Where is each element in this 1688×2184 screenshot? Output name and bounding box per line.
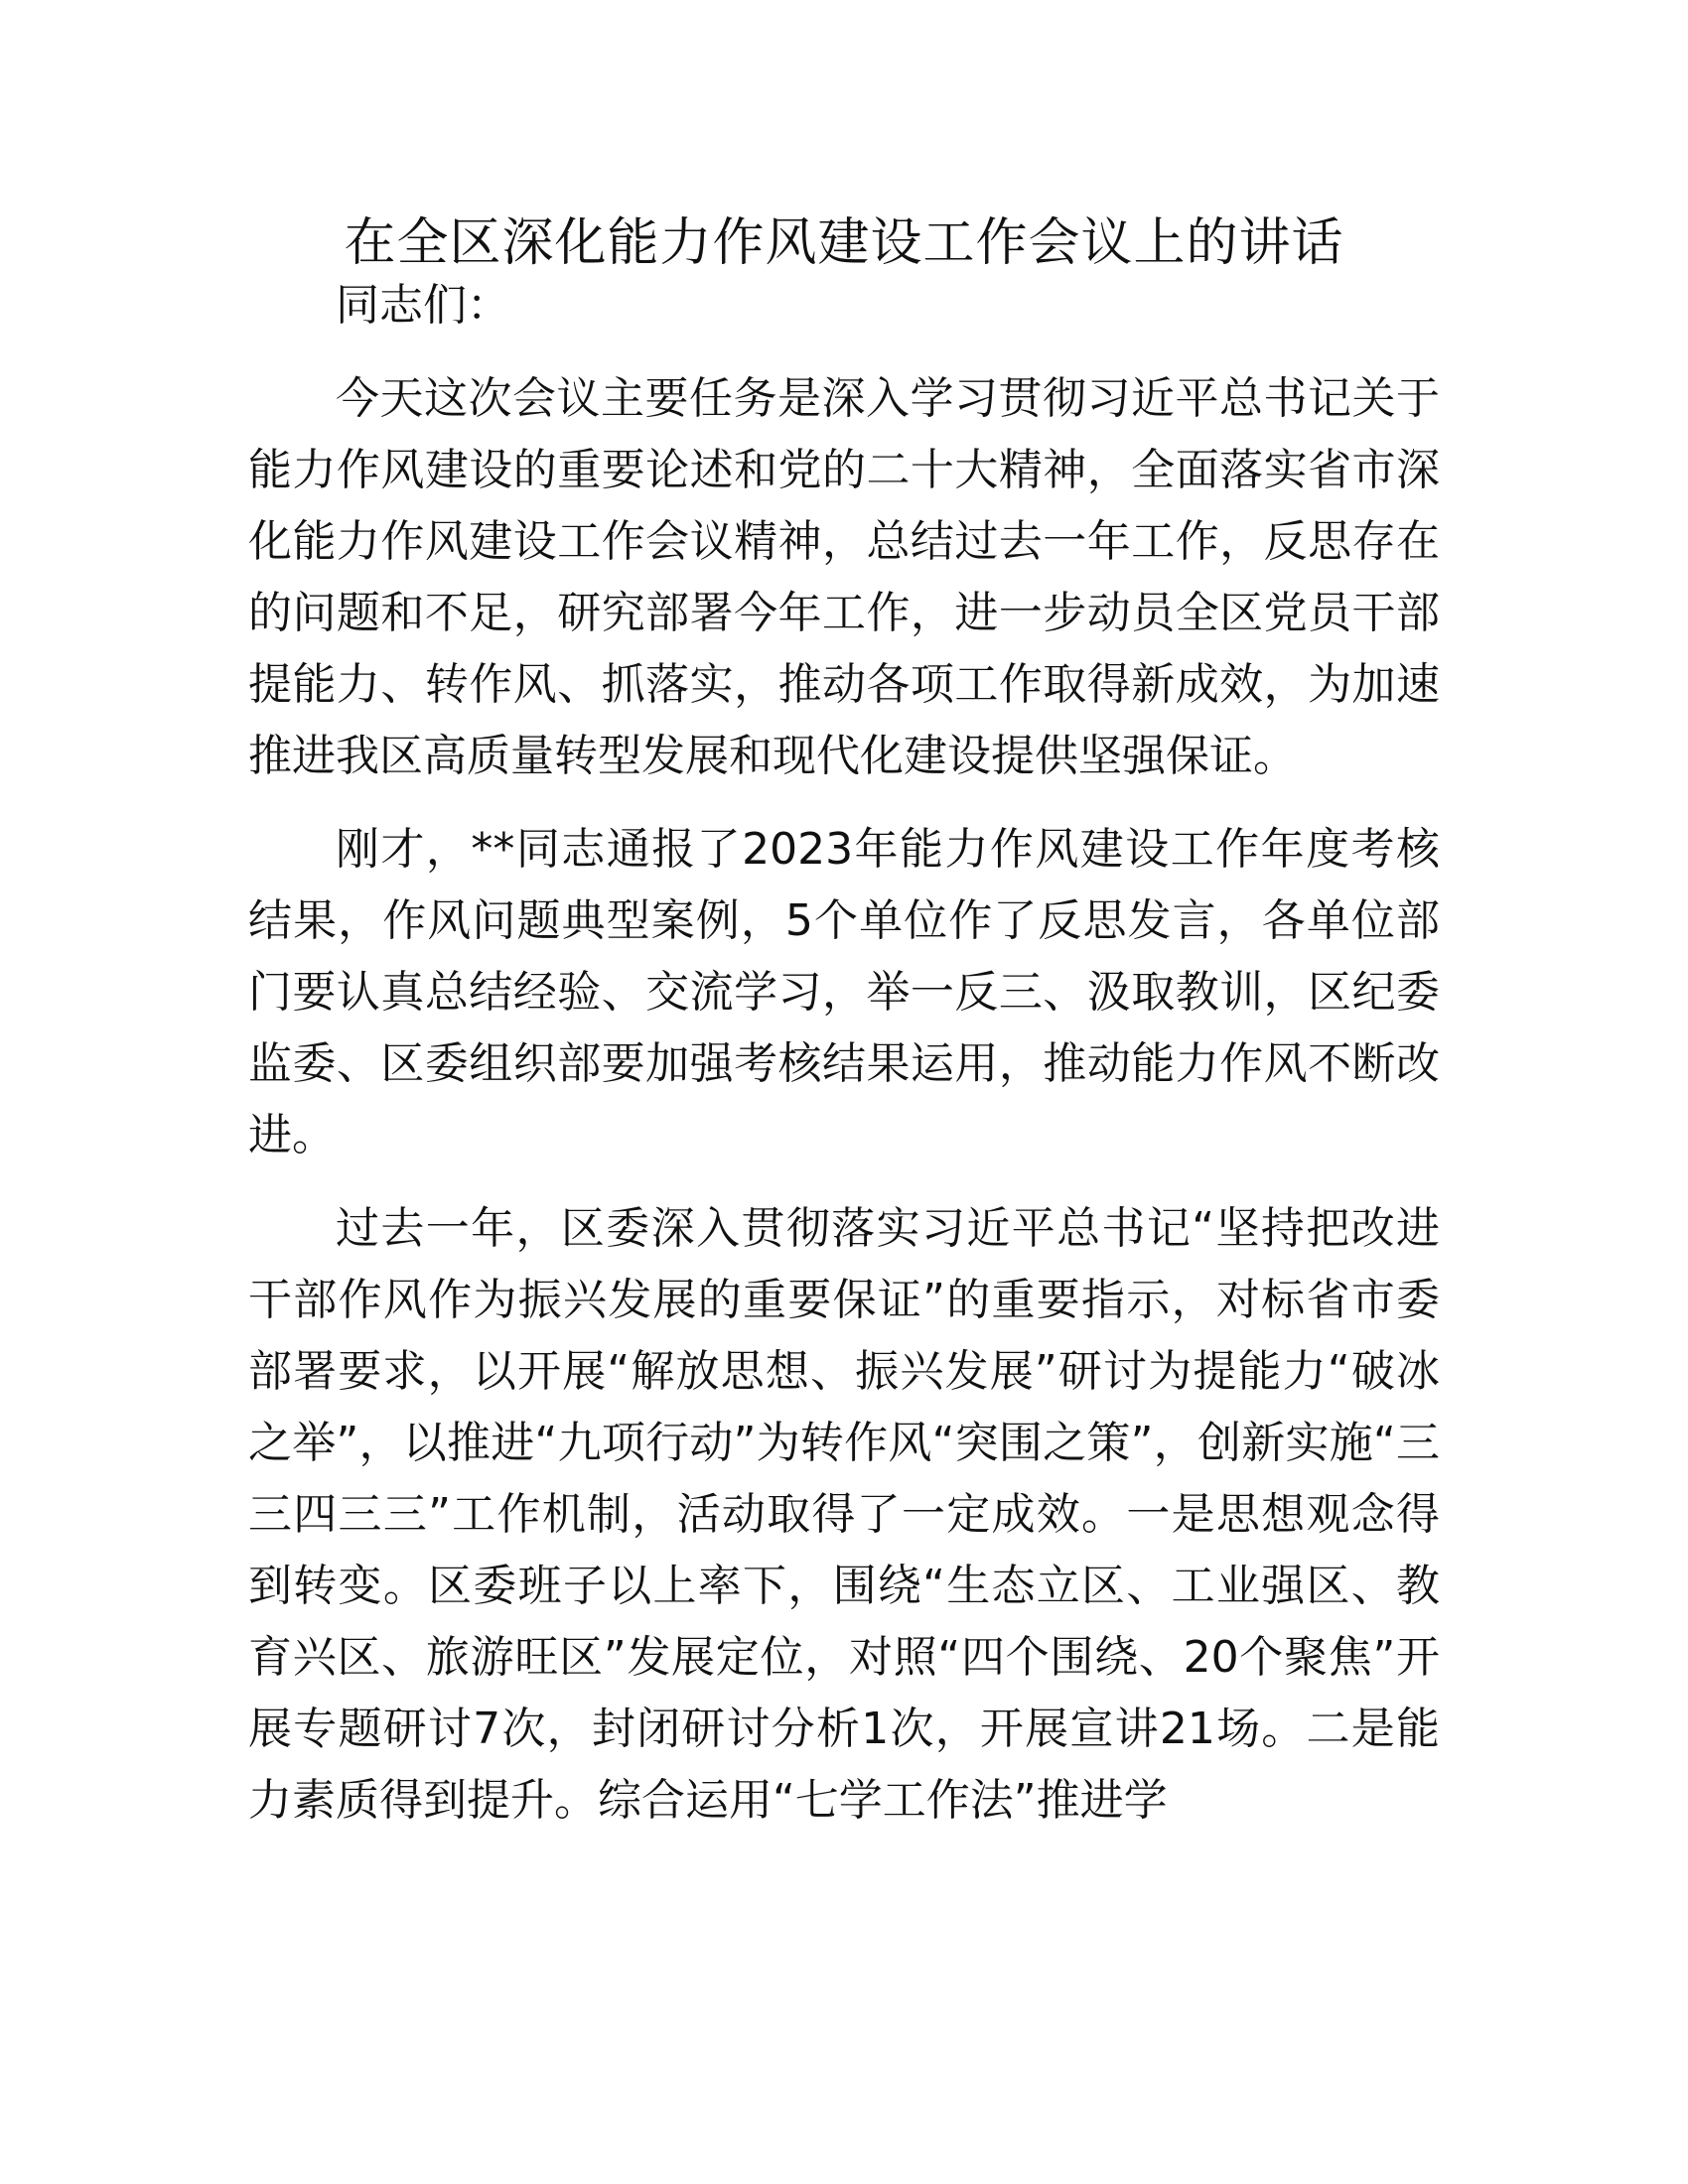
paragraph-1: 今天这次会议主要任务是深入学习贯彻习近平总书记关于能力作风建设的重要论述和党的二十大精神，全面落实省市深化能力作风建设工作会议精神，总结过去一年工作，反思存在的问题和不足，研究部署今年工作，进一步动员全区党员干部提能力、转作风、抓落实，推动各项工作取得新成效，为加速推进我区高质量转型发展和现代化建设提供坚强保证。 [248, 373, 1440, 781]
paragraph-2: 刚才，**同志通报了2023年能力作风建设工作年度考核结果，作风问题典型案例，5个单位作了反思发言，各单位部门要认真总结经验、交流学习，举一反三、汲取教训，区纪委监委、区委组织部要加强考核结果运用，推动能力作风不断改进。 [248, 824, 1440, 1160]
document-title: 在全区深化能力作风建设工作会议上的讲话 [344, 213, 1344, 273]
paragraph-3: 过去一年，区委深入贯彻落实习近平总书记“坚持把改进干部作风作为振兴发展的重要保证”的重要指示，对标省市委部署要求，以开展“解放思想、振兴发展”研讨为提能力“破冰之举”，以推进“九项行动”为转作风“突围之策”，创新实施“三三四三三”工作机制，活动取得了一定成效。一是思想观念得到转变。区委班子以上率下，围绕“生态立区、工业强区、教育兴区、旅游旺区”发展定位，对照“四个围绕、20个聚焦”开展专题研讨7次，封闭研讨分析1次，开展宣讲21场。二是能力素质得到提升。综合运用“七学工作法”推进学 [248, 1203, 1440, 1826]
salutation: 同志们： [336, 280, 510, 331]
document-body [248, 270, 1440, 1858]
